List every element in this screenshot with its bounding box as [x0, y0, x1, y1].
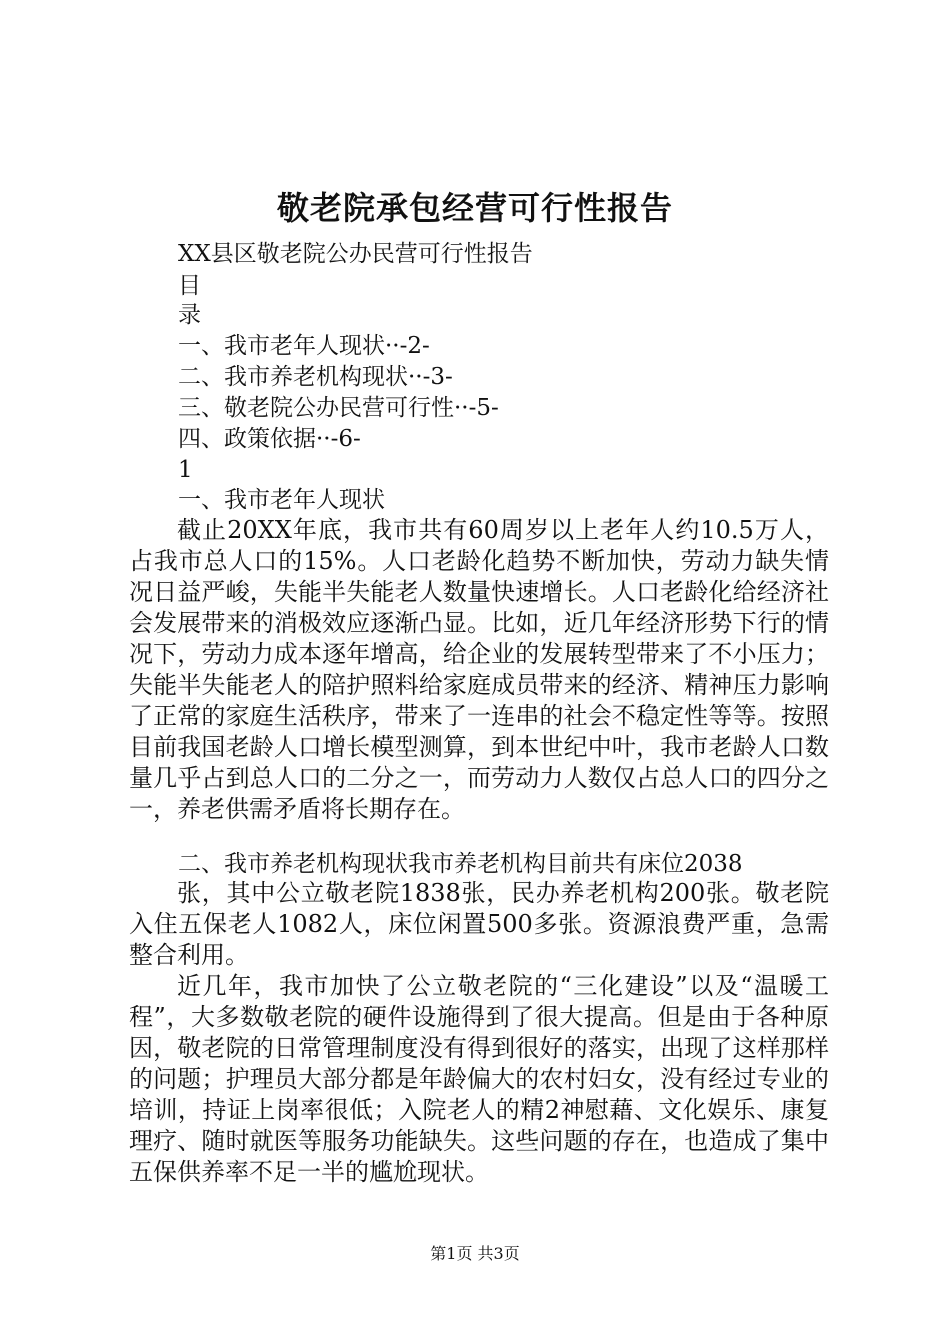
section-heading: 二、我市养老机构现状我市养老机构目前共有床位2038	[178, 851, 743, 877]
section-heading: 一、我市老年人现状	[178, 487, 385, 513]
body-paragraph: 近几年，我市加快了公立敬老院的“三化建设”以及“温暖工程”，大多数敬老院的硬件设施得到了很大提高。但是由于各种原因，敬老院的日常管理制度没有得到很好的落实，出现了这样那样的问题；护理员大部分都是年龄偏大的农村妇女，没有经过专业的培训，持证上岗率很低；入院老人的精2神慰藉、文化娱乐、康复理疗、随时就医等服务功能缺失。这些问题的存在，也造成了集中五保供养率不足一半的尴尬现状。	[129, 972, 829, 1186]
page-footer: 第1页 共3页	[430, 1244, 520, 1263]
body-paragraph: 张，其中公立敬老院1838张，民办养老机构200张。敬老院入住五保老人1082人，床位闲置500多张。资源浪费严重，急需整合利用。	[129, 879, 829, 969]
toc-item: 一、我市老年人现状··-2-	[178, 333, 430, 359]
toc-item: 四、政策依据··-6-	[178, 426, 361, 452]
toc-item: 三、敬老院公办民营可行性··-5-	[178, 395, 499, 421]
body-paragraph: 截止20XX年底，我市共有60周岁以上老年人约10.5万人，占我市总人口的15%。人口老龄化趋势不断加快，劳动力缺失情况日益严峻，失能半失能老人数量快速增长。人口老龄化给经济社会发展带来的消极效应逐渐凸显。比如，近几年经济形势下行的情况下，劳动力成本逐年增高，给企业的发展转型带来了不小压力；失能半失能老人的陪护照料给家庭成员带来的经济、精神压力影响了正常的家庭生活秩序，带来了一连串的社会不稳定性等等。按照目前我国老龄人口增长模型测算，到本世纪中叶，我市老龄人口数量几乎占到总人口的二分之一，而劳动力人数仅占总人口的四分之一，养老供需矛盾将长期存在。	[129, 516, 829, 823]
report-subtitle: XX县区敬老院公办民营可行性报告	[178, 241, 533, 267]
toc-heading-1: 目	[178, 273, 201, 299]
toc-heading-2: 录	[178, 302, 201, 328]
toc-item: 二、我市养老机构现状··-3-	[178, 364, 453, 390]
document-title: 敬老院承包经营可行性报告	[276, 189, 673, 227]
page-marker: 1	[178, 457, 193, 483]
